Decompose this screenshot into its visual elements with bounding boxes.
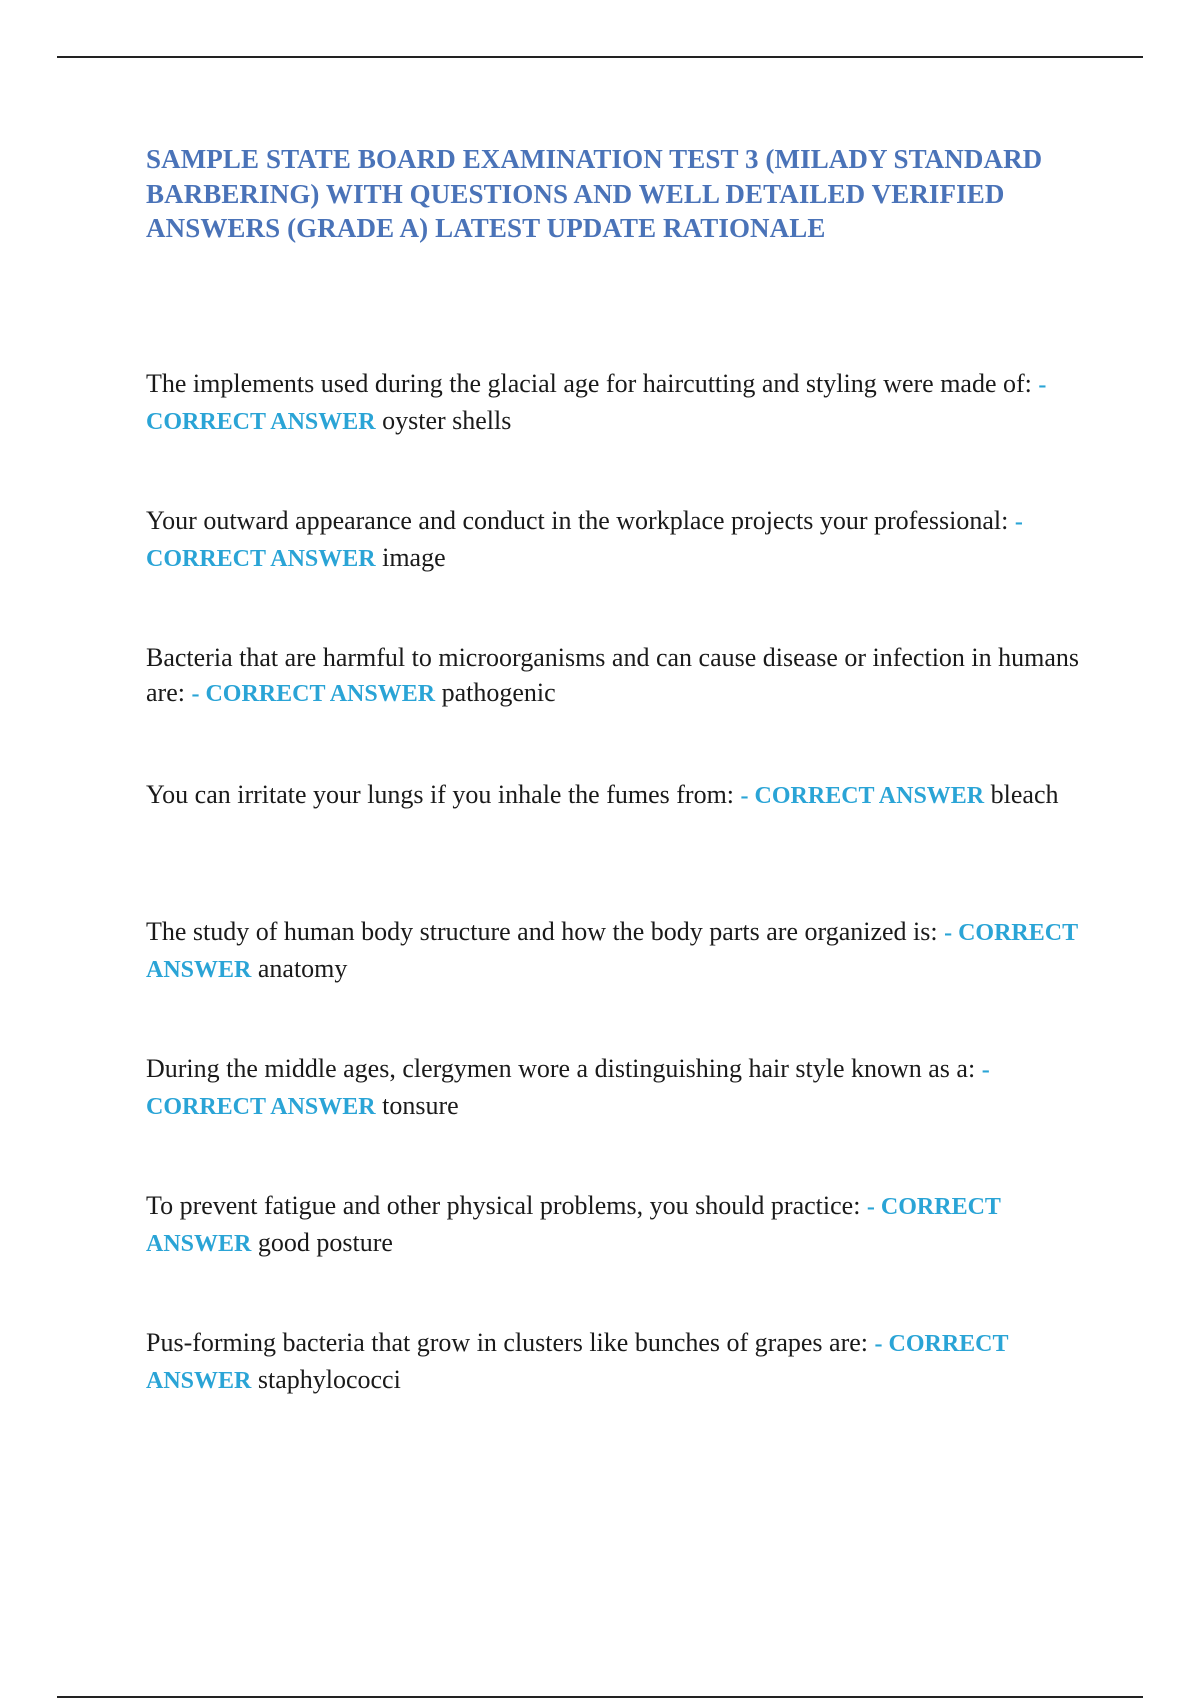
- qa-item-6: [146, 1051, 1086, 1121]
- header-rule: [57, 56, 1143, 58]
- correct-answer-marker: - CORRECT ANSWER: [191, 681, 436, 707]
- question-text: Pus-forming bacteria that grow in clusters like bunches of grapes are:: [146, 1328, 868, 1357]
- question-text: To prevent fatigue and other physical problems, you should practice:: [146, 1191, 861, 1220]
- correct-answer-marker: - CORRECT ANSWER: [146, 509, 1023, 572]
- correct-answer-marker: - CORRECT ANSWER: [740, 783, 985, 809]
- answer-text: good posture: [257, 1228, 393, 1257]
- correct-answer-marker: - CORRECT ANSWER: [146, 372, 1047, 435]
- answer-text: staphylococci: [257, 1365, 401, 1394]
- answer-text: anatomy: [257, 954, 348, 983]
- question-answer-list: [146, 366, 1086, 1462]
- question-text: Your outward appearance and conduct in the workplace projects your professional:: [146, 506, 1009, 535]
- document-title: SAMPLE STATE BOARD EXAMINATION TEST 3 (MILADY STANDARD BARBERING) WITH QUESTIONS AND WELL DETAILED VERIFIED ANSWERS (GRADE A) LATEST UPDATE RATIONALE: [146, 144, 1043, 243]
- correct-answer-marker: - CORRECT ANSWER: [146, 1331, 1009, 1394]
- answer-text: pathogenic: [441, 678, 556, 707]
- qa-item-1: [146, 366, 1086, 436]
- question-text: The study of human body structure and how the body parts are organized is:: [146, 917, 938, 946]
- correct-answer-marker: - CORRECT ANSWER: [146, 1057, 990, 1120]
- correct-answer-marker: - CORRECT ANSWER: [146, 920, 1078, 983]
- footer-rule: [57, 1696, 1143, 1698]
- qa-item-8: [146, 1325, 1086, 1395]
- qa-item-2: [146, 503, 1086, 573]
- question-text: During the middle ages, clergymen wore a distinguishing hair style known as a:: [146, 1054, 976, 1083]
- question-text: The implements used during the glacial age for haircutting and styling were made of:: [146, 369, 1032, 398]
- answer-text: image: [382, 543, 446, 572]
- qa-item-4: [146, 777, 1086, 847]
- answer-text: oyster shells: [382, 406, 512, 435]
- answer-text: bleach: [990, 780, 1059, 809]
- question-text: You can irritate your lungs if you inhale the fumes from:: [146, 780, 735, 809]
- correct-answer-marker: - CORRECT ANSWER: [146, 1194, 1001, 1257]
- question-text: Bacteria that are harmful to microorganisms and can cause disease or infection in humans are:: [146, 643, 1080, 707]
- qa-item-3: [146, 640, 1086, 710]
- qa-item-5: [146, 914, 1086, 984]
- qa-item-7: [146, 1188, 1086, 1258]
- answer-text: tonsure: [382, 1091, 459, 1120]
